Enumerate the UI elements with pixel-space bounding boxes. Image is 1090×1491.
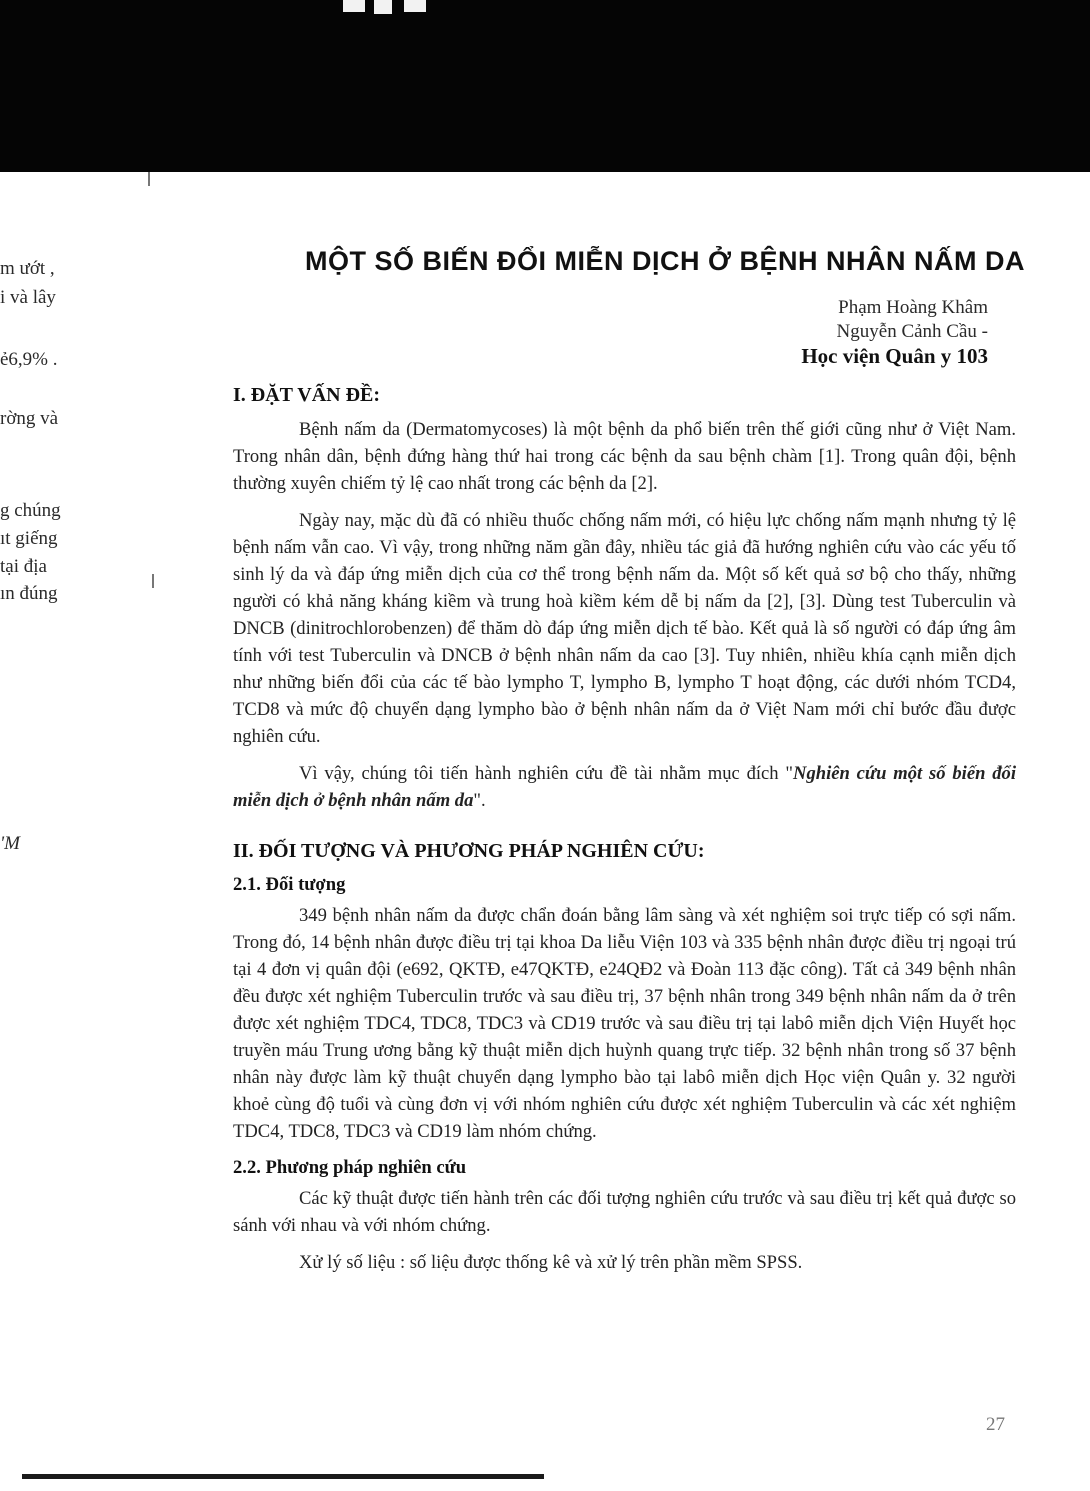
margin-fragment: 'M — [0, 833, 20, 854]
text-run: Vì vậy, chúng tôi tiến hành nghiên cứu đề tài nhằm mục đích " — [299, 763, 794, 784]
subsection-heading: 2.1. Đối tượng — [233, 874, 346, 895]
paper-body — [233, 382, 1016, 1286]
text-run: ". — [473, 790, 486, 811]
header-tab-mark — [404, 0, 426, 12]
paragraph: Xử lý số liệu : số liệu được thống kê và xử lý trên phần mềm SPSS. — [299, 1252, 803, 1273]
paragraph: Ngày nay, mặc dù đã có nhiều thuốc chống nấm mới, có hiệu lực chống nấm mạnh nhưng tỷ lệ bệnh nấm vẫn cao. Vì vậy, trong những năm gần đây, nhiều tác giả đã hướng nghiên cứu vào các yếu tố sinh lý da và đáp ứng miễn dịch của cơ thể trong bệnh nấm da. Một số kết quả sơ bộ cho thấy, những người có khả năng kháng kiềm và trung hoà kiềm kém dễ bị nấm da [2], [3]. Dùng test Tuberculin và DNCB (dinitrochlorobenzen) để thăm dò đáp ứng miễn dịch tế bào. Kết quả là số người có đáp ứng âm tính với test Tuberculin và DNCB ở bệnh nhân nấm da cao [3]. Tuy nhiên, nhiều khía cạnh miễn dịch như những biến đổi của các tế bào lympho T, lympho B, lympho T hoạt động, các dưới nhóm TCD4, TCD8 và mức độ chuyển dạng lympho bào ở bệnh nhân nấm da ở Việt Nam mới chỉ bước đầu được nghiên cứu. — [233, 510, 1016, 747]
margin-fragment: ıt giếng — [0, 528, 58, 549]
margin-fragment: g chúng — [0, 500, 61, 521]
paragraph: Các kỹ thuật được tiến hành trên các đối tượng nghiên cứu trước và sau điều trị kết quả được so sánh với nhau và với nhóm chứng. — [233, 1188, 1016, 1236]
header-tab-mark — [374, 0, 392, 14]
margin-fragment: rờng và — [0, 408, 59, 429]
margin-fragment: i và lây — [0, 287, 56, 308]
author-block — [801, 296, 988, 368]
section-heading: I. ĐẶT VẤN ĐỀ: — [233, 384, 381, 406]
section-heading: II. ĐỐI TƯỢNG VÀ PHƯƠNG PHÁP NGHIÊN CỨU: — [233, 840, 705, 862]
paper-title: MỘT SỐ BIẾN ĐỔI MIỄN DỊCH Ở BỆNH NHÂN NẤM DA — [305, 246, 1026, 276]
author-institution: Học viện Quân y 103 — [801, 344, 988, 368]
margin-fragment: tại địa — [0, 556, 47, 577]
paragraph: Bệnh nấm da (Dermatomycoses) là một bệnh da phổ biến trên thế giới cũng như ở Việt Nam. Trong nhân dân, bệnh đứng hàng thứ hai trong các bệnh da sau bệnh chàm [1]. Trong quân đội, bệnh thường xuyên chiếm tỷ lệ cao nhất trong các bệnh da [2]. — [233, 419, 1016, 494]
scan-mark — [152, 574, 154, 588]
bottom-rule — [22, 1474, 544, 1479]
author-name: Nguyễn Cảnh Cầu - — [836, 321, 988, 342]
emphasis-text: Nghiên cứu một số biến đổi miễn dịch ở bệnh nhân nấm da — [233, 763, 1017, 811]
author-name: Phạm Hoàng Khâm — [838, 297, 988, 318]
subsection-heading: 2.2. Phương pháp nghiên cứu — [233, 1157, 467, 1178]
page-number: 27 — [986, 1414, 1005, 1435]
paragraph — [233, 760, 1016, 814]
margin-fragment: m ướt , — [0, 258, 55, 279]
scan-black-header-band — [0, 0, 1090, 172]
header-tab-mark — [343, 0, 365, 12]
scan-mark — [148, 172, 150, 186]
spacer — [233, 824, 1016, 838]
margin-fragment: ẻ6,9% . — [0, 349, 58, 370]
paragraph: 349 bệnh nhân nấm da được chẩn đoán bằng lâm sàng và xét nghiệm soi trực tiếp có sợi nấm. Trong đó, 14 bệnh nhân được điều trị tại khoa Da liễu Viện 103 và 335 bệnh nhân được điều trị ngoại trú tại 4 đơn vị quân đội (e692, QKTĐ, e47QKTĐ, e24QĐ2 và Đoàn 113 đặc công). Tất cả 349 bệnh nhân đều được xét nghiệm Tuberculin trước và sau điều trị, 37 bệnh nhân trong 349 bệnh nhân nấm da ở trên được xét nghiệm TDC4, TDC8, TDC3 và CD19 trước và sau điều trị tại labô miễn dịch Viện Huyết học truyền máu Trung ương bằng kỹ thuật miễn dịch huỳnh quang trực tiếp. 32 bệnh nhân trong số 37 bệnh nhân này được làm kỹ thuật chuyển dạng lympho bào tại labô miễn dịch Học viện Quân y. 32 người khoẻ cùng độ tuổi và cùng đơn vị với nhóm nghiên cứu được xét nghiệm Tuberculin và các xét nghiệm TDC4, TDC8, TDC3 và CD19 làm nhóm chứng. — [233, 905, 1016, 1142]
margin-fragment: ın đúng — [0, 583, 58, 604]
